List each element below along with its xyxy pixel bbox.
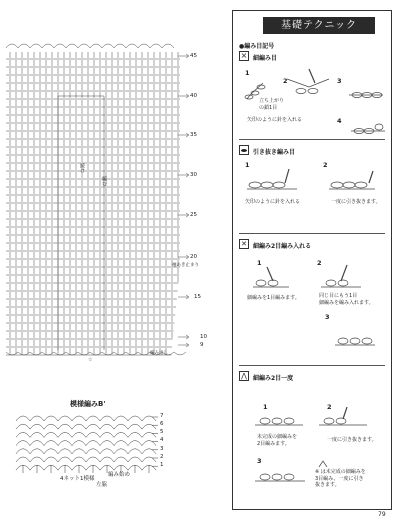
s1-step-3: 3 xyxy=(337,77,342,85)
edge-label: 袖あき止まり xyxy=(172,263,199,268)
s2-step-2: 2 xyxy=(323,161,328,169)
s1-step-1: 1 xyxy=(245,69,250,77)
increase-symbol-box: ✕ xyxy=(239,239,249,249)
s2-note-2: 一度に引き抜きます。 xyxy=(331,199,381,205)
page-number: 79 xyxy=(378,511,386,518)
s4-note-3: ※ は未完成の細編みを 3目編み、一度に引き 抜きます。 xyxy=(315,469,366,488)
row-number-45: 45 xyxy=(190,53,197,59)
pattern-b-title: 模様編みB' xyxy=(70,400,106,408)
s1-step-4: 4 xyxy=(337,117,342,125)
start-marker: ☆ xyxy=(88,357,93,363)
row-number-15: 15 xyxy=(194,294,201,300)
pattern-b-row-4: 4 xyxy=(160,437,164,443)
s4-title: 細編み2目一度 xyxy=(253,375,294,382)
section-title: ●編み目記号 xyxy=(239,43,275,50)
row-number-30: 30 xyxy=(190,172,197,178)
s3-note-2: 同じ目にもう1目 細編みを編み入れます。 xyxy=(319,293,374,306)
row-number-35: 35 xyxy=(190,132,197,138)
slip-stitch-symbol-box xyxy=(239,145,249,155)
row-number-40: 40 xyxy=(190,93,197,99)
s1-note-1: 立ち上がり の鎖1目 xyxy=(259,98,285,111)
pattern-b-row-6: 6 xyxy=(160,421,164,427)
s2-step-1: 1 xyxy=(245,161,250,169)
techniques-panel xyxy=(232,10,392,510)
decrease-symbol-box: ⋀ xyxy=(239,371,249,381)
s2-illustration xyxy=(239,167,387,199)
inner-label-knit: 編む xyxy=(101,176,107,186)
s2-note-1: 矢印のように針を入れる xyxy=(245,199,301,205)
s2-title: 引き抜き編み目 xyxy=(253,149,296,156)
pattern-b-edge-label: 左脇 xyxy=(96,482,108,488)
s1-title: 細編み目 xyxy=(253,55,278,62)
s4-note-2: 一度に引き抜きます。 xyxy=(327,437,377,443)
s3-step-1: 1 xyxy=(257,259,262,267)
s3-illustration xyxy=(239,263,387,359)
pattern-b-row-1: 1 xyxy=(160,462,164,468)
s3-step-3: 3 xyxy=(325,313,330,321)
row-number-25: 25 xyxy=(190,212,197,218)
pattern-b-repeat-label: 4ネット1模様 xyxy=(60,476,95,482)
s3-step-2: 2 xyxy=(317,259,322,267)
row-number-20: 20 xyxy=(190,254,197,260)
row-number-9: 9 xyxy=(200,342,204,348)
row-number-10: 10 xyxy=(200,334,207,340)
side-note: 編み出し xyxy=(150,351,168,356)
s1-step-2: 2 xyxy=(283,77,288,85)
pattern-b-start-label: 編み始め xyxy=(108,472,131,478)
s3-note-1: 細編みを1目編みます。 xyxy=(247,295,300,301)
inner-label-continue: 続け xyxy=(79,163,85,173)
s1-illustration xyxy=(239,61,387,141)
s1-note-2: 矢印のように針を入れる xyxy=(247,117,303,123)
x-symbol-box: × xyxy=(240,51,248,60)
s4-step-2: 2 xyxy=(327,403,332,411)
pattern-b-row-7: 7 xyxy=(160,413,164,419)
pattern-b-row-3: 3 xyxy=(160,446,164,452)
s4-step-3: 3 xyxy=(257,457,262,465)
panel-header: 基礎テクニック xyxy=(263,17,375,34)
s4-note-1: 未完成の細編みを 2目編みます。 xyxy=(257,434,298,447)
pattern-b-row-5: 5 xyxy=(160,429,164,435)
s4-illustration xyxy=(239,407,387,503)
s4-step-1: 1 xyxy=(263,403,268,411)
s3-title: 細編み2目編み入れる xyxy=(253,243,312,250)
pattern-b-row-2: 2 xyxy=(160,454,164,460)
